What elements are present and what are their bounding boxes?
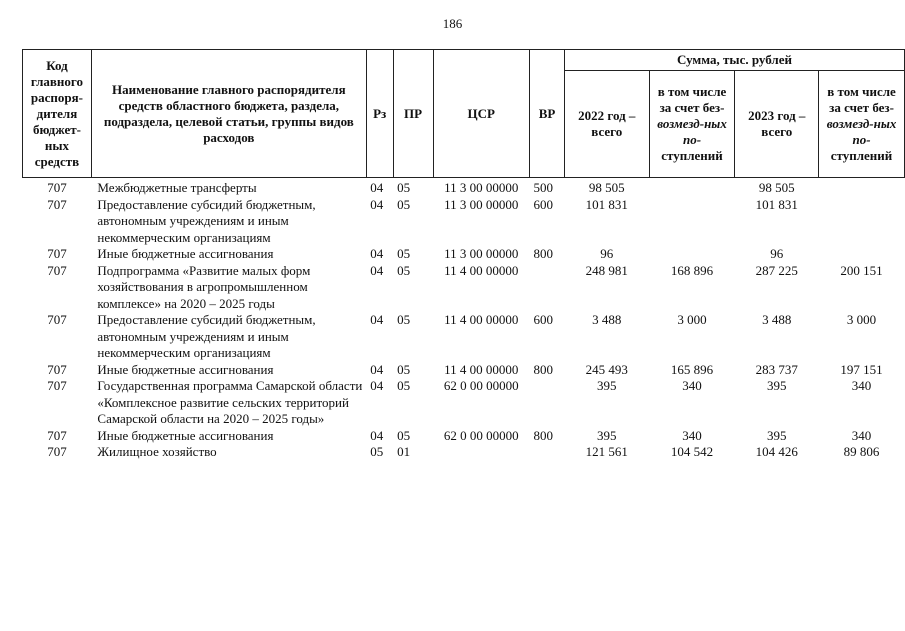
- cell-rz: 04: [370, 378, 384, 393]
- cell-2022-total: 245 493: [585, 361, 628, 377]
- header-2023-gratis-prefix: в том числе за счет без-: [827, 84, 896, 115]
- cell-2022-total: 96: [600, 246, 614, 261]
- cell-vr: 500: [533, 180, 554, 195]
- header-rz: Рз: [366, 50, 393, 178]
- header-vr: ВР: [530, 50, 565, 178]
- cell-name: Иные бюджетные ассигнования: [97, 246, 274, 261]
- cell-code: 707: [47, 246, 67, 261]
- cell-code: 707: [47, 196, 67, 212]
- table-row: [23, 312, 905, 362]
- table-header: [23, 50, 905, 178]
- cell-csr: 11 3 00 00000: [444, 196, 519, 212]
- header-2022-total: 2022 год – всего: [564, 71, 649, 178]
- cell-2023-total: 395: [767, 427, 787, 443]
- cell-2023-total: 283 737: [755, 361, 798, 377]
- cell-pr: 05: [397, 378, 411, 393]
- cell-vr: 600: [533, 196, 554, 212]
- header-2022-gratis-italic: возмезд-ных по-: [657, 116, 727, 147]
- cell-2023-total: 101 831: [755, 196, 798, 212]
- header-csr: ЦСР: [433, 50, 530, 178]
- cell-rz: 04: [370, 427, 384, 443]
- header-sum: Сумма, тыс. рублей: [564, 50, 904, 71]
- header-name: Наименование главного распорядителя средств областного бюджета, раздела, подраздела, целевой статьи, группы видов расходов: [91, 50, 366, 178]
- cell-rz: 04: [370, 361, 384, 377]
- cell-2022-gratis: [649, 246, 735, 263]
- cell-vr: 800: [533, 246, 554, 261]
- cell-2022-gratis: 3 000: [677, 312, 707, 327]
- cell-2023-total: 3 488: [762, 312, 792, 327]
- cell-pr: 05: [397, 196, 411, 212]
- cell-2022-gratis: 340: [682, 427, 702, 443]
- cell-vr: 600: [533, 312, 554, 327]
- cell-2023-gratis: 340: [851, 378, 872, 393]
- cell-2023-gratis: 197 151: [840, 361, 883, 377]
- cell-2023-total: 98 505: [758, 180, 795, 195]
- cell-name: Иные бюджетные ассигнования: [97, 427, 274, 443]
- table-body: [23, 178, 905, 461]
- cell-code: 707: [47, 378, 67, 393]
- cell-name: Иные бюджетные ассигнования: [97, 361, 274, 377]
- cell-rz: 04: [370, 196, 384, 212]
- cell-2023-gratis: 200 151: [840, 262, 883, 278]
- table-row: [23, 378, 905, 428]
- cell-rz: 04: [370, 312, 384, 327]
- cell-csr: 11 3 00 00000: [444, 180, 519, 195]
- cell-2022-total: 248 981: [585, 262, 628, 278]
- cell-csr: 11 4 00 00000: [444, 312, 519, 327]
- table-row: [23, 246, 905, 263]
- header-2022-gratis-suffix: ступлений: [661, 148, 723, 163]
- cell-vr: [530, 263, 565, 313]
- cell-name: Государственная программа Самарской области «Комплексное развитие сельских территорий Самарской области на 2020 – 2025 годы»: [97, 378, 363, 426]
- cell-2022-gratis: [649, 178, 735, 197]
- cell-2022-total: 395: [597, 427, 617, 443]
- cell-name: Межбюджетные трансферты: [97, 180, 257, 195]
- cell-pr: 01: [397, 444, 411, 459]
- cell-2023-total: 104 426: [755, 444, 798, 459]
- cell-csr: [433, 444, 530, 461]
- cell-pr: 05: [397, 427, 411, 443]
- cell-2023-total: 287 225: [755, 262, 798, 278]
- table-row: [23, 362, 905, 379]
- header-2023-total: 2023 год – всего: [735, 71, 819, 178]
- cell-2022-gratis: [649, 197, 735, 247]
- header-pr: ПР: [393, 50, 433, 178]
- cell-2023-gratis: [819, 197, 905, 247]
- cell-csr: 62 0 00 00000: [443, 378, 519, 393]
- header-2023-gratis-italic: возмезд-ных по-: [826, 116, 897, 147]
- cell-2023-total: 395: [767, 378, 787, 393]
- budget-table: [22, 49, 905, 461]
- cell-rz: 04: [370, 246, 384, 261]
- cell-2022-gratis: 104 542: [670, 444, 714, 459]
- cell-2022-gratis: 165 896: [670, 361, 714, 377]
- table-row: [23, 178, 905, 197]
- cell-2022-gratis: 340: [682, 378, 702, 393]
- cell-csr: 11 3 00 00000: [444, 246, 519, 261]
- cell-2022-total: 98 505: [588, 180, 625, 195]
- cell-csr: 62 0 00 00000: [443, 427, 519, 443]
- cell-2022-gratis: 168 896: [670, 262, 714, 278]
- cell-code: 707: [47, 312, 67, 327]
- cell-pr: 05: [397, 312, 411, 327]
- header-2023-gratis: [819, 71, 905, 178]
- cell-name: Предоставление субсидий бюджетным, автономным учреждениям и иным некоммерческим организациям: [97, 196, 316, 245]
- cell-code: 707: [47, 361, 67, 377]
- table-row: [23, 197, 905, 247]
- cell-2022-total: 121 561: [585, 444, 628, 459]
- cell-vr: 800: [533, 361, 554, 377]
- cell-2023-gratis: [819, 178, 905, 197]
- cell-vr: 800: [533, 427, 554, 443]
- header-2023-gratis-suffix: ступлений: [830, 148, 893, 163]
- cell-name: Предоставление субсидий бюджетным, автономным учреждениям и иным некоммерческим организациям: [97, 312, 316, 360]
- cell-name: Подпрограмма «Развитие малых форм хозяйствования в агропромышленном комплексе» на 2020 – 2025 годы: [97, 262, 311, 311]
- cell-code: 707: [47, 427, 67, 443]
- cell-2023-gratis: [819, 246, 905, 263]
- cell-rz: 05: [370, 444, 384, 459]
- cell-vr: [530, 378, 565, 428]
- cell-2022-total: 101 831: [585, 196, 628, 212]
- cell-2023-total: 96: [770, 246, 784, 261]
- header-code: Код главного распоря-дителя бюджет-ных средств: [23, 50, 92, 178]
- cell-rz: 04: [370, 180, 384, 195]
- cell-name: Жилищное хозяйство: [97, 444, 217, 459]
- table-row: [23, 263, 905, 313]
- cell-2023-gratis: 89 806: [843, 444, 880, 459]
- cell-rz: 04: [370, 262, 384, 278]
- cell-csr: 11 4 00 00000: [444, 361, 519, 377]
- table-row: [23, 444, 905, 461]
- cell-pr: 05: [397, 262, 411, 278]
- cell-code: 707: [47, 180, 67, 195]
- cell-pr: 05: [397, 180, 411, 195]
- table-row: [23, 428, 905, 445]
- cell-vr: [530, 444, 565, 461]
- cell-code: 707: [47, 262, 67, 278]
- cell-2022-total: 3 488: [592, 312, 622, 327]
- cell-csr: 11 4 00 00000: [444, 262, 519, 278]
- cell-2023-gratis: 340: [851, 427, 872, 443]
- page-number: 186: [442, 16, 463, 31]
- cell-code: 707: [47, 444, 67, 459]
- cell-2023-gratis: 3 000: [846, 312, 877, 327]
- header-2022-gratis-prefix: в том числе за счет без-: [657, 84, 727, 115]
- cell-pr: 05: [397, 361, 411, 377]
- cell-2022-total: 395: [597, 378, 617, 393]
- cell-pr: 05: [397, 246, 411, 261]
- header-2022-gratis: [649, 71, 735, 178]
